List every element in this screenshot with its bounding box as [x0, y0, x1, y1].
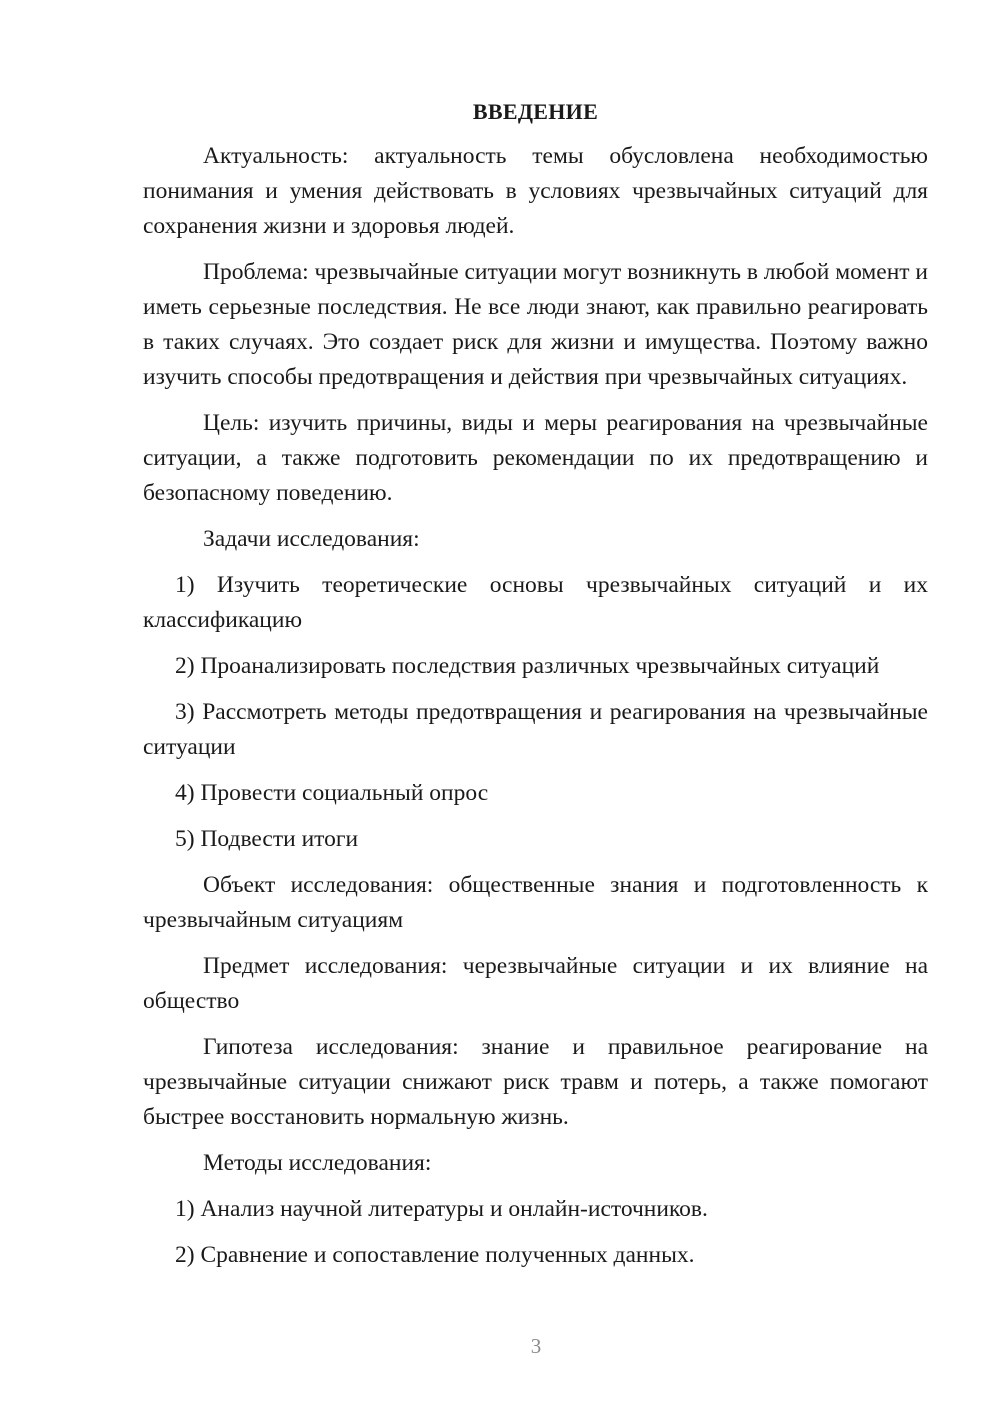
tasks-heading: Задачи исследования:: [203, 526, 420, 552]
task-item: 2) Проанализировать последствия различных чрезвычайных ситуаций: [175, 653, 880, 679]
object-paragraph: Объект исследования: общественные знания и подготовленность к чрезвычайным ситуациям: [143, 872, 928, 933]
methods-heading: Методы исследования:: [203, 1150, 432, 1176]
subject-paragraph: Предмет исследования: черезвычайные ситуации и их влияние на общество: [143, 953, 928, 1014]
task-item: 5) Подвести итоги: [175, 826, 359, 852]
method-item: 1) Анализ научной литературы и онлайн-источников.: [175, 1196, 708, 1222]
page-content: [143, 94, 928, 1284]
problem-paragraph: Проблема: чрезвычайные ситуации могут возникнуть в любой момент и иметь серьезные последствия. Не все люди знают, как правильно реагировать в таких случаях. Это создает риск для жизни и имущества. Поэтому важно изучить способы предотвращения и действия при чрезвычайных ситуациях.: [143, 259, 929, 390]
task-item: 3) Рассмотреть методы предотвращения и реагирования на чрезвычайные ситуации: [143, 699, 928, 760]
hypothesis-paragraph: Гипотеза исследования: знание и правильное реагирование на чрезвычайные ситуации снижают риск травм и потерь, а также помогают быстрее восстановить нормальную жизнь.: [143, 1034, 928, 1130]
goal-paragraph: Цель: изучить причины, виды и меры реагирования на чрезвычайные ситуации, а также подготовить рекомендации по их предотвращению и безопасному поведению.: [143, 410, 928, 506]
page-number: 3: [530, 1334, 542, 1358]
relevance-paragraph: Актуальность: актуальность темы обусловлена необходимостью понимания и умения действовать в условиях чрезвычайных ситуаций для сохранения жизни и здоровья людей.: [143, 143, 928, 239]
task-item: 4) Провести социальный опрос: [175, 780, 489, 806]
task-item: 1) Изучить теоретические основы чрезвычайных ситуаций и их классификацию: [143, 572, 928, 633]
method-item: 2) Сравнение и сопоставление полученных данных.: [175, 1242, 695, 1268]
page-title: ВВЕДЕНИЕ: [472, 99, 599, 124]
